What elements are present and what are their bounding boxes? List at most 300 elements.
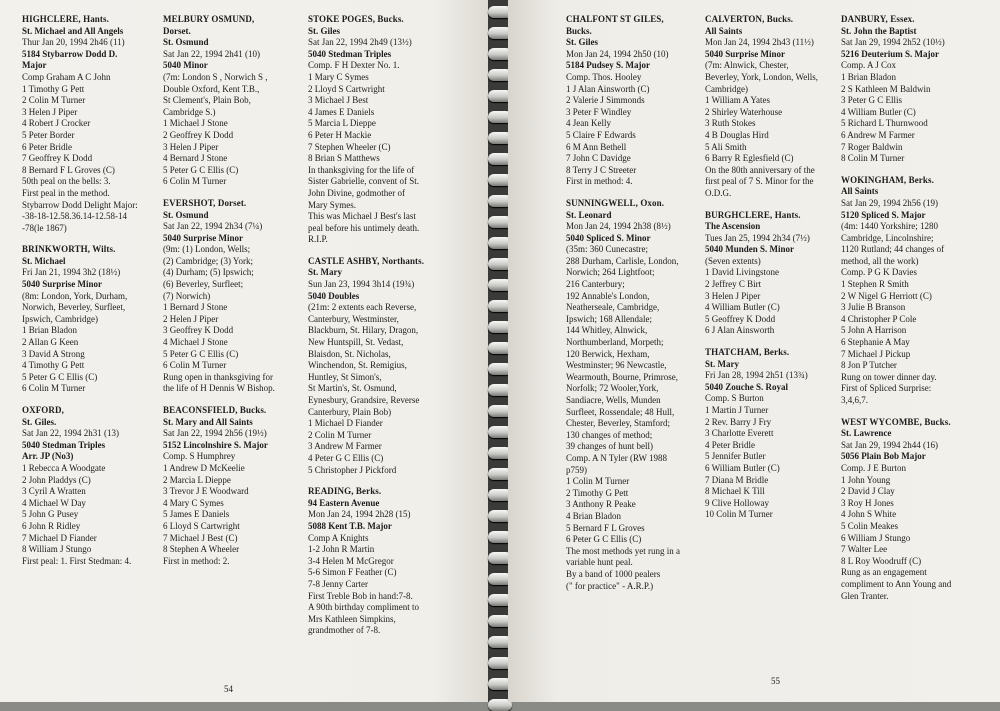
church-name: St. Mary [705,358,739,369]
peal-detail: 1 Rebecca A Woodgate [22,462,106,473]
peal-detail: 6 Lloyd S Cartwright [163,520,240,531]
peal-detail: First in method: 4. [566,176,633,187]
peal-detail: 3 Michael J Best [308,95,369,106]
tower-place: BEACONSFIELD, Bucks. [163,405,267,415]
peal-detail: 7 Stephen Wheeler (C) [308,141,391,152]
left-column-3 [308,14,424,647]
tower-place: SUNNINGWELL, Oxon. [566,197,665,208]
peal-detail: 8 L Roy Woodruff (C) [841,555,922,566]
peal-detail: 1 David Livingstone [705,267,779,278]
peal-detail: (7m: London S , Norwich S , [163,71,268,82]
peal-detail: 4 Michael W Day [22,497,86,508]
peal-detail: (35m: 360 Cunecastre; [566,244,648,255]
peal-detail: 1 Brian Bladon [22,325,77,336]
peal-detail: New Huntspill, St. Vedast, [308,337,404,348]
page-number: 55 [771,676,780,686]
peal-detail: 7 John C Davidge [566,153,631,164]
tower-place: OXFORD, [22,405,64,415]
peal-detail: 10 Colin M Turner [705,509,773,520]
peal-detail: First peal: 1. First Stedman: 4. [22,555,132,566]
church-name: St. John the Baptist [841,25,917,36]
peal-detail: 1 Michael D Fiander [308,418,383,429]
peal-detail: 5 Marcia L Dieppe [308,118,376,129]
church-name: St. Giles [308,25,341,36]
peal-detail: 3 Geoffrey K Dodd [163,325,234,336]
page-number: 54 [224,684,233,694]
tower-place: DANBURY, Essex. [841,14,915,24]
right-column-1 [566,14,680,602]
peal-date: Sat Jan 22, 1994 2h41 (10) [163,48,260,59]
peal-detail: 3 Charlotte Everett [705,428,774,439]
peal-detail: 1 Andrew D McKeelie [163,462,245,473]
peal-detail: Double Oxford, Kent T.B., [163,83,260,94]
tower-place: THATCHAM, Berks. [705,347,790,358]
peal-detail: Beverley, York, London, Wells, [705,71,819,82]
peal-detail: Comp. A J Cox [841,60,897,71]
peal-detail: 6 Barry R Eglesfield (C) [705,153,794,164]
peal-detail: 39 changes of hunt bell) [566,441,653,452]
peal-detail: method, all the work) [841,255,919,266]
peal-detail: 3 Julie B Branson [841,302,906,313]
peal-entry [566,198,680,592]
peal-detail: 2 Shirley Waterhouse [705,106,783,117]
peal-detail: (8m: London, York, Durham, [22,290,128,301]
church-name: 94 Eastern Avenue [308,497,380,508]
peal-detail: (4m: 1440 Yorkshire; 1280 [841,221,939,232]
peal-detail: 8 Brian S Matthews [308,153,380,164]
tower-place: CALVERTON, Bucks. [705,14,794,24]
tower-place: HIGHCLERE, Hants. [22,14,109,24]
peal-detail: Comp. P G K Davies [841,267,917,278]
peal-detail: 6 Colin M Turner [163,360,227,371]
peal-detail: 288 Durham, Carlisle, London, [566,255,679,266]
peal-detail: (7) Norwich) [163,290,211,301]
peal-detail: Blackburn, St. Hilary, Dragon, [308,325,419,336]
peal-detail: 144 Whitley, Alnwick, [566,325,648,336]
method-name: 5040 Zouche S. Royal [705,381,789,392]
church-name: St. Leonard [566,209,612,220]
peal-detail: 4 James E Daniels [308,106,375,117]
peal-detail: 7 Michael J Best (C) [163,532,238,543]
peal-detail: 4 Peter G C Ellis (C) [308,452,384,463]
method-name: 5040 Doubles [308,290,360,301]
peal-entry [841,417,951,603]
peal-detail: 6 William J Stungo [841,532,911,543]
peal-date: Sat Jan 22, 1994 2h49 (13½) [308,37,412,48]
peal-detail: 5 John A Harrison [841,325,907,336]
peal-detail: variable hunt peal. [566,557,633,568]
method-name: 5120 Spliced S. Major [841,209,926,220]
peal-detail: Stybarrow Dodd Delight Major: [22,199,138,210]
tower-place: READING, Berks. [308,486,382,497]
peal-detail: Mary Symes. [308,199,356,210]
peal-detail: 5 Christopher J Pickford [308,464,397,475]
peal-entry [705,210,818,338]
peal-detail: 2 W Nigel G Herriott (C) [841,290,932,301]
church-name: All Saints [705,25,743,36]
peal-date: Mon Jan 24, 1994 2h43 (11½) [705,37,814,48]
peal-detail: 2 Jeffrey C Birt [705,279,762,290]
peal-detail: 6 William Butler (C) [705,462,780,473]
peal-entry [566,14,680,188]
peal-detail: 216 Canterbury; [566,279,625,290]
peal-date: Sat Jan 29, 1994 2h52 (10½) [841,37,945,48]
peal-entry [308,256,424,476]
tower-place: STOKE POGES, Bucks. [308,14,404,24]
peal-detail: 3,4,6,7. [841,395,868,405]
peal-detail: Cambridge) [705,83,748,94]
peal-detail: 2 Geoffrey K Dodd [163,129,234,140]
peal-detail: 2 Colin M Turner [22,95,86,106]
peal-detail: 7-8 Jenny Carter [308,578,368,589]
peal-detail: Wearmouth, Bourne, Primrose, [566,371,679,382]
right-page [508,0,1000,702]
peal-detail: peal before his untimely death. [308,222,420,233]
peal-detail: 8 Jon P Tutcher [841,360,897,371]
peal-detail: 8 Michael K Till [705,486,765,497]
peal-detail: 2 S Kathleen M Baldwin [841,83,931,94]
peal-detail: 4 William Butler (C) [841,106,916,117]
peal-detail: 5-6 Simon F Feather (C) [308,567,397,578]
method-name: 5184 Pudsey S. Major [566,60,650,71]
peal-entry [163,198,275,395]
peal-detail: 1 William A Yates [705,95,770,106]
peal-detail: 7 Geoffrey K Dodd [22,153,93,164]
method-name: 5040 Spliced S. Minor [566,232,651,243]
right-column-2 [705,14,818,531]
method-name: Major [22,60,47,71]
peal-detail: Comp Graham A C John [22,71,111,82]
method-name: 5088 Kent T.B. Major [308,520,392,531]
church-name: The Ascension [705,221,761,232]
peal-detail: 6 M Ann Bethell [566,141,627,152]
peal-detail: 1 Timothy G Pett [22,83,85,94]
peal-detail: p759) [566,464,587,475]
peal-detail: Canterbury, Westminster, [308,313,399,324]
church-name: St. Giles. [22,416,57,427]
peal-detail: Rung open in thanksgiving for [163,371,273,382]
peal-detail: 4 Peter Bridle [705,439,755,450]
peal-detail: 4 Robert J Crocker [22,118,91,129]
peal-detail: Comp. J E Burton [841,462,907,473]
peal-entry [163,405,275,567]
peal-detail: The most methods yet rung in a [566,545,680,556]
peal-date: Sat Jan 22, 1994 2h56 (19½) [163,428,267,439]
peal-date: Tues Jan 25, 1994 2h34 (7½) [705,232,810,243]
tower-place: WEST WYCOMBE, Bucks. [841,416,951,427]
peal-entry [22,14,138,234]
peal-date: Fri Jan 21, 1994 3h2 (18½) [22,267,121,278]
peal-detail: Norwich; 264 Lightfoot; [566,267,655,278]
peal-entry [841,175,951,407]
peal-detail: Surfleet, Rossendale; 48 Hull, [566,406,675,417]
peal-detail: 130 changes of method; [566,429,653,440]
peal-detail: 7 Walter Lee [841,544,888,555]
peal-entry [841,14,951,165]
method-name: 5040 Surprise Minor [22,279,102,290]
peal-detail: grandmother of 7-8. [308,625,381,636]
peal-entry [308,486,424,637]
peal-detail: 5 Geoffrey K Dodd [705,313,776,324]
tower-place: BRINKWORTH, Wilts. [22,244,116,255]
church-name: Dorset. [163,25,191,36]
peal-detail: This was Michael J Best's last [308,211,416,222]
peal-detail: Norwich, Beverley, Surfleet, [22,302,126,313]
church-name: St. Michael and All Angels [22,25,124,36]
peal-detail: 2 David J Clay [841,486,895,497]
peal-detail: Comp. Thos. Hooley [566,71,642,82]
peal-detail: 1 Martin J Turner [705,405,769,415]
peal-detail: 7 Roger Baldwin [841,141,903,152]
church-name: St. Mary and All Saints [163,416,253,427]
peal-date: Sat Jan 29, 1994 2h56 (19) [841,197,938,208]
peal-detail: Cambridge S.) [163,106,216,117]
peal-detail: 6 Peter G C Ellis (C) [566,534,642,545]
peal-detail: 8 Stephen A Wheeler [163,544,240,555]
peal-detail: 120 Berwick, Hexham, [566,348,650,359]
church-name: St. Giles [566,37,599,48]
peal-detail: 3 Helen J Piper [705,290,761,301]
peal-detail: 2 John Pladdys (C) [22,474,91,485]
church-name: All Saints [841,186,879,197]
peal-detail: 5 Colin Meakes [841,520,898,531]
method-name: 5056 Plain Bob Major [841,451,926,462]
tower-place: EVERSHOT, Dorset. [163,197,247,208]
method-name: 5216 Deuterium S. Major [841,48,939,59]
peal-detail: Canterbury, Plain Bob) [308,406,392,417]
peal-date: Sat Jan 22, 1994 2h34 (7¼) [163,221,263,232]
peal-detail: Neatherseale, Cambridge, [566,302,660,313]
peal-entry [705,347,818,521]
peal-detail: Comp A Knights [308,532,369,543]
method-name: 5040 Munden S. Minor [705,244,795,255]
peal-detail: Chester, Beverley, Stamford; [566,418,671,429]
peal-detail: Westminster; 96 Newcastle, [566,360,667,371]
peal-detail: 1 Brian Bladon [841,71,896,82]
peal-detail: first peal of 7 S. Minor for the [705,176,814,187]
peal-detail: 2 Timothy G Pett [566,487,629,498]
peal-detail: First in method: 2. [163,555,230,566]
peal-detail: Huntley, St Simon's, [308,371,382,382]
peal-detail: (4) Durham; (5) Ipswich; [163,267,254,278]
peal-detail: 8 William J Stungo [22,544,92,555]
peal-detail: 2 Rev. Barry J Fry [705,416,772,427]
peal-date: Sat Jan 29, 1994 2h44 (16) [841,439,938,450]
peal-entry [22,405,138,567]
peal-detail: 1 Mary C Symes [308,71,369,82]
peal-detail: -78(le 1867) [22,222,67,233]
peal-detail: 9 Clive Holloway [705,497,769,508]
peal-detail: Comp. F H Dexter No. 1. [308,60,400,71]
method-name: 5040 Surprise Minor [705,48,785,59]
peal-detail: Sister Gabrielle, convent of St. [308,176,419,187]
peal-detail: First peal in the method. [22,187,110,198]
peal-detail: 4 Jean Kelly [566,118,611,129]
peal-date: Mon Jan 24, 1994 2h50 (10) [566,48,669,59]
method-name: Arr. JP (No3) [22,451,74,462]
peal-detail: (9m: (1) London, Wells; [163,244,251,255]
peal-detail: Mrs Kathleen Simpkins, [308,613,396,624]
peal-detail: 8 Bernard F L Groves (C) [22,164,115,175]
tower-place: WOKINGHAM, Berks. [841,174,934,185]
peal-detail: 4 Mary C Symes [163,497,224,508]
peal-detail: 3 Ruth Stokes [705,118,756,129]
church-name: St. Lawrence [841,428,892,439]
peal-detail: Rung as an engagement [841,567,927,578]
peal-detail: Comp. S Humphrey [163,451,236,462]
peal-detail: Comp. A N Tyler (RW 1988 [566,452,668,463]
peal-detail: Glen Tranter. [841,590,889,601]
right-column-3 [841,14,951,612]
peal-detail: John Divine, godmother of [308,187,405,198]
peal-detail: 4 Brian Bladon [566,510,621,521]
peal-detail: 3 Cyril A Wratten [22,486,86,497]
peal-detail: 6 Andrew M Farmer [841,129,915,140]
peal-detail: 3 Peter F Windley [566,106,632,117]
church-name: St. Mary [308,267,342,278]
peal-detail: Norfolk; 72 Wooler,York, [566,383,659,394]
peal-date: Thur Jan 20, 1994 2h46 (11) [22,37,125,48]
peal-detail: St Clement's, Plain Bob, [163,95,251,106]
peal-detail: compliment to Ann Young and [841,578,952,589]
peal-detail: O.D.G. [705,187,732,198]
peal-entry [705,14,818,200]
peal-detail: 2 Valerie J Simmonds [566,95,645,106]
peal-detail: Winchendon, St. Remigius, [308,360,407,371]
peal-detail: 4 Christopher P Cole [841,313,917,324]
peal-detail: 3 Andrew M Farmer [308,441,382,452]
peal-detail: Ipswich; 168 Allendale; [566,313,652,324]
peal-detail: 8 Terry J C Streeter [566,164,637,175]
peal-detail: -38-18-12.58.36.14-12.58-14 [22,211,127,222]
peal-detail: 5 Peter G C Ellis (C) [163,348,239,359]
peal-detail: 3 Peter G C Ellis [841,95,902,106]
peal-detail: 5 Claire F Edwards [566,129,636,140]
peal-detail: By a band of 1000 pealers [566,568,661,579]
peal-detail: Comp. S Burton [705,393,764,404]
peal-detail: (" for practice" - A.R.P.) [566,580,654,591]
peal-date: Sun Jan 23, 1994 3h14 (19¾) [308,279,415,290]
peal-date: Mon Jan 24, 1994 2h38 (8½) [566,221,671,232]
left-page [0,0,492,702]
peal-detail: 7 Diana M Bridle [705,474,769,485]
peal-detail: 6 Peter Bridle [22,141,72,152]
peal-detail: 3-4 Helen M McGregor [308,555,394,566]
peal-detail: Cambridge, Lincolnshire; [841,232,934,243]
peal-detail: 1 Colin M Turner [566,476,630,487]
peal-detail: 3 Helen J Piper [163,141,219,152]
peal-detail: 4 Michael J Stone [163,337,228,348]
peal-date: Fri Jan 28, 1994 2h51 (13¾) [705,370,808,381]
church-name: Bucks. [566,25,592,36]
method-name: 5040 Stedman Triples [22,439,106,450]
peal-detail: 7 Michael J Pickup [841,348,911,359]
peal-detail: 5 Peter G C Ellis (C) [163,164,239,175]
peal-detail: 6 Stephanie A May [841,337,910,348]
peal-detail: First of Spliced Surprise: [841,383,932,394]
peal-detail: 5 Jennifer Butler [705,451,766,462]
peal-entry [22,244,138,395]
peal-detail: 1 J Alan Ainsworth (C) [566,83,650,94]
peal-entry [308,14,424,246]
left-column-1 [22,14,138,577]
peal-entry [163,14,275,188]
peal-detail: Blaisdon, St. Nicholas, [308,348,391,359]
tower-place: BURGHCLERE, Hants. [705,209,801,220]
peal-detail: 3 Helen J Piper [22,106,78,117]
peal-detail: R.I.P. [308,234,328,245]
method-name: 5152 Lincolnshire S. Major [163,439,268,450]
peal-detail: 1 John Young [841,474,891,485]
peal-detail: 6 Colin M Turner [163,176,227,187]
peal-detail: 3 Roy H Jones [841,497,894,508]
peal-date: Sat Jan 22, 1994 2h31 (13) [22,428,119,439]
church-name: St. Osmund [163,37,209,48]
peal-detail: In thanksgiving for the life of [308,164,415,175]
peal-detail: 7 Michael D Fiander [22,532,97,543]
church-name: St. Michael [22,255,66,266]
peal-detail: Northumberland, Morpeth; [566,337,664,348]
peal-detail: Ipswich, Cambridge) [22,313,98,324]
tower-place: MELBURY OSMUND, [163,14,255,24]
peal-detail: 8 Colin M Turner [841,153,905,164]
peal-detail: 1 Stephen R Smith [841,279,909,290]
peal-detail: 2 Marcia L Dieppe [163,474,231,485]
peal-detail: 2 Colin M Turner [308,429,372,440]
peal-detail: 3 David A Strong [22,348,85,359]
peal-detail: A 90th birthday compliment to [308,602,419,613]
peal-detail: 2 Allan G Keen [22,337,79,348]
peal-detail: 4 B Douglas Hird [705,129,769,140]
peal-detail: 2 Helen J Piper [163,313,219,324]
peal-detail: 5 Peter G C Ellis (C) [22,371,98,382]
peal-detail: 5 Peter Border [22,129,75,140]
peal-detail: (Seven extents) [705,255,761,266]
peal-detail: 1-2 John R Martin [308,544,375,555]
peal-detail: 5 Bernard F L Groves [566,522,645,533]
peal-detail: 3 Anthony R Peake [566,499,636,510]
peal-detail: (6) Beverley, Surfleet; [163,279,244,290]
peal-detail: 6 John R Ridley [22,520,81,531]
peal-detail: 4 William Butler (C) [705,302,780,313]
peal-detail: 3 Trevor J E Woodward [163,486,249,497]
peal-detail: First Treble Bob in hand:7-8. [308,590,413,601]
peal-detail: (21m: 2 extents each Reverse, [308,302,417,313]
method-name: 5184 Stybarrow Dodd D. [22,48,118,59]
peal-detail: On the 80th anniversary of the [705,164,815,175]
method-name: 5040 Stedman Triples [308,48,392,59]
peal-detail: 6 Peter H Mackie [308,129,372,140]
peal-detail: 4 Timothy G Pett [22,360,85,371]
peal-detail: 1 Bernard J Stone [163,302,228,313]
peal-detail: 5 Richard L Thurnwood [841,118,928,129]
peal-detail: 5 John G Pusey [22,509,79,520]
peal-detail: 192 Annable's London, [566,290,650,301]
peal-detail: 1 Michael J Stone [163,118,228,129]
method-name: 5040 Surprise Minor [163,232,243,243]
peal-detail: St Martin's, St. Osmund, [308,383,397,394]
method-name: 5040 Minor [163,60,208,71]
peal-detail: 1120 Rutland; 44 changes of [841,244,945,255]
peal-detail: Sandiacre, Wells, Munden [566,395,661,405]
peal-detail: 5 Ali Smith [705,141,747,152]
peal-date: Mon Jan 24, 1994 2h28 (15) [308,509,411,520]
left-column-2 [163,14,275,577]
peal-detail: 6 J Alan Ainsworth [705,325,775,336]
peal-detail: 6 Colin M Turner [22,383,86,394]
peal-detail: (7m: Alnwick, Chester, [705,60,789,71]
peal-detail: Rung on tower dinner day. [841,371,937,382]
